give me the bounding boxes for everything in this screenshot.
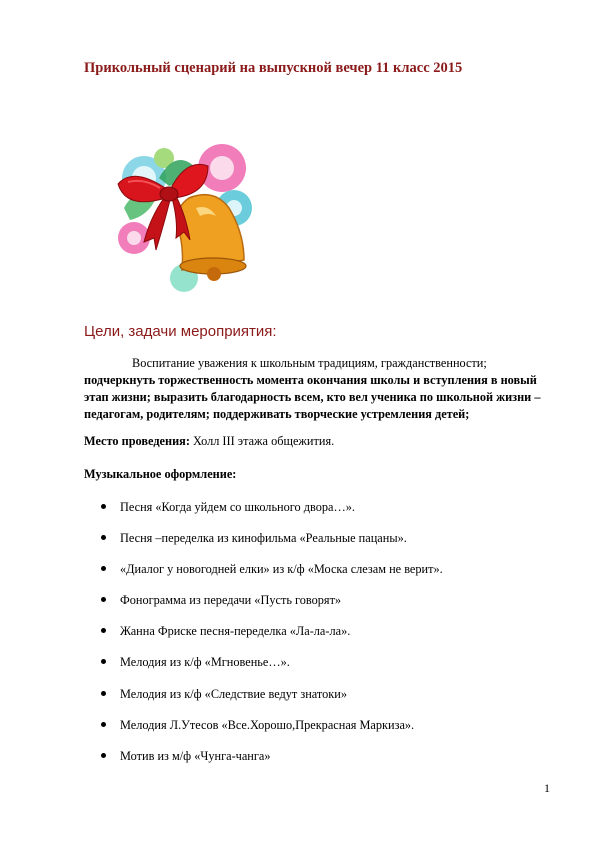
bullet-icon: [101, 628, 106, 633]
school-bell-with-red-bow-icon: [104, 138, 260, 294]
goals-paragraph: [84, 355, 546, 423]
list-item-text: «Диалог у новогодней елки» из к/ф «Моска слезам не верит».: [120, 562, 443, 577]
page-number: 1: [544, 781, 550, 795]
list-item: [84, 679, 544, 710]
music-list: [84, 492, 544, 772]
list-item-text: Песня «Когда уйдем со школьного двора…».: [120, 500, 355, 514]
document-title: Прикольный сценарий на выпускной вечер 11 класс 2015: [84, 60, 463, 76]
goals-line1: Воспитание уважения к школьным традициям, гражданственности;: [132, 356, 487, 370]
list-item-text: Мелодия из к/ф «Мгновенье…».: [120, 655, 290, 670]
list-item: [84, 585, 544, 616]
list-item-text: Мелодия из к/ф «Следствие ведут знатоки»: [120, 686, 347, 701]
bullet-icon: [101, 722, 106, 727]
venue-label: Место проведения:: [84, 434, 190, 448]
list-item: [84, 647, 544, 678]
bullet-icon: [101, 659, 106, 664]
list-item: [84, 741, 544, 772]
list-item: [84, 492, 544, 523]
venue-line: [84, 434, 334, 449]
list-item-text: Жанна Фриске песня-переделка «Ла-ла-ла».: [120, 624, 351, 639]
goals-bold-text: подчеркнуть торжественность момента окончания школы и вступления в новый этап жизни; выразить благодарность всем, кто вел ученика по школьной жизни – педагогам, родителям; поддерживать творческие устремления детей;: [84, 373, 541, 421]
list-item: [84, 554, 544, 585]
list-item-text: Мелодия Л.Утесов «Все.Хорошо,Прекрасная Маркиза».: [120, 717, 415, 732]
list-item-text: Фонограмма из передачи «Пусть говорят»: [120, 593, 342, 608]
bullet-icon: [101, 535, 106, 540]
list-item: [84, 523, 544, 554]
bullet-icon: [101, 753, 106, 758]
list-item: [84, 710, 544, 741]
section-heading: Цели, задачи мероприятия:: [84, 323, 277, 340]
bullet-icon: [101, 597, 106, 602]
bullet-icon: [101, 566, 106, 571]
bullet-icon: [101, 691, 106, 696]
list-item: [84, 616, 544, 647]
list-item-text: Песня –переделка из кинофильма «Реальные пацаны».: [120, 531, 407, 546]
bullet-icon: [101, 504, 106, 509]
venue-value: Холл III этажа общежития.: [189, 434, 335, 448]
music-heading: Музыкальное оформление:: [84, 467, 237, 481]
list-item-text: Мотив из м/ф «Чунга-чанга»: [120, 748, 271, 763]
